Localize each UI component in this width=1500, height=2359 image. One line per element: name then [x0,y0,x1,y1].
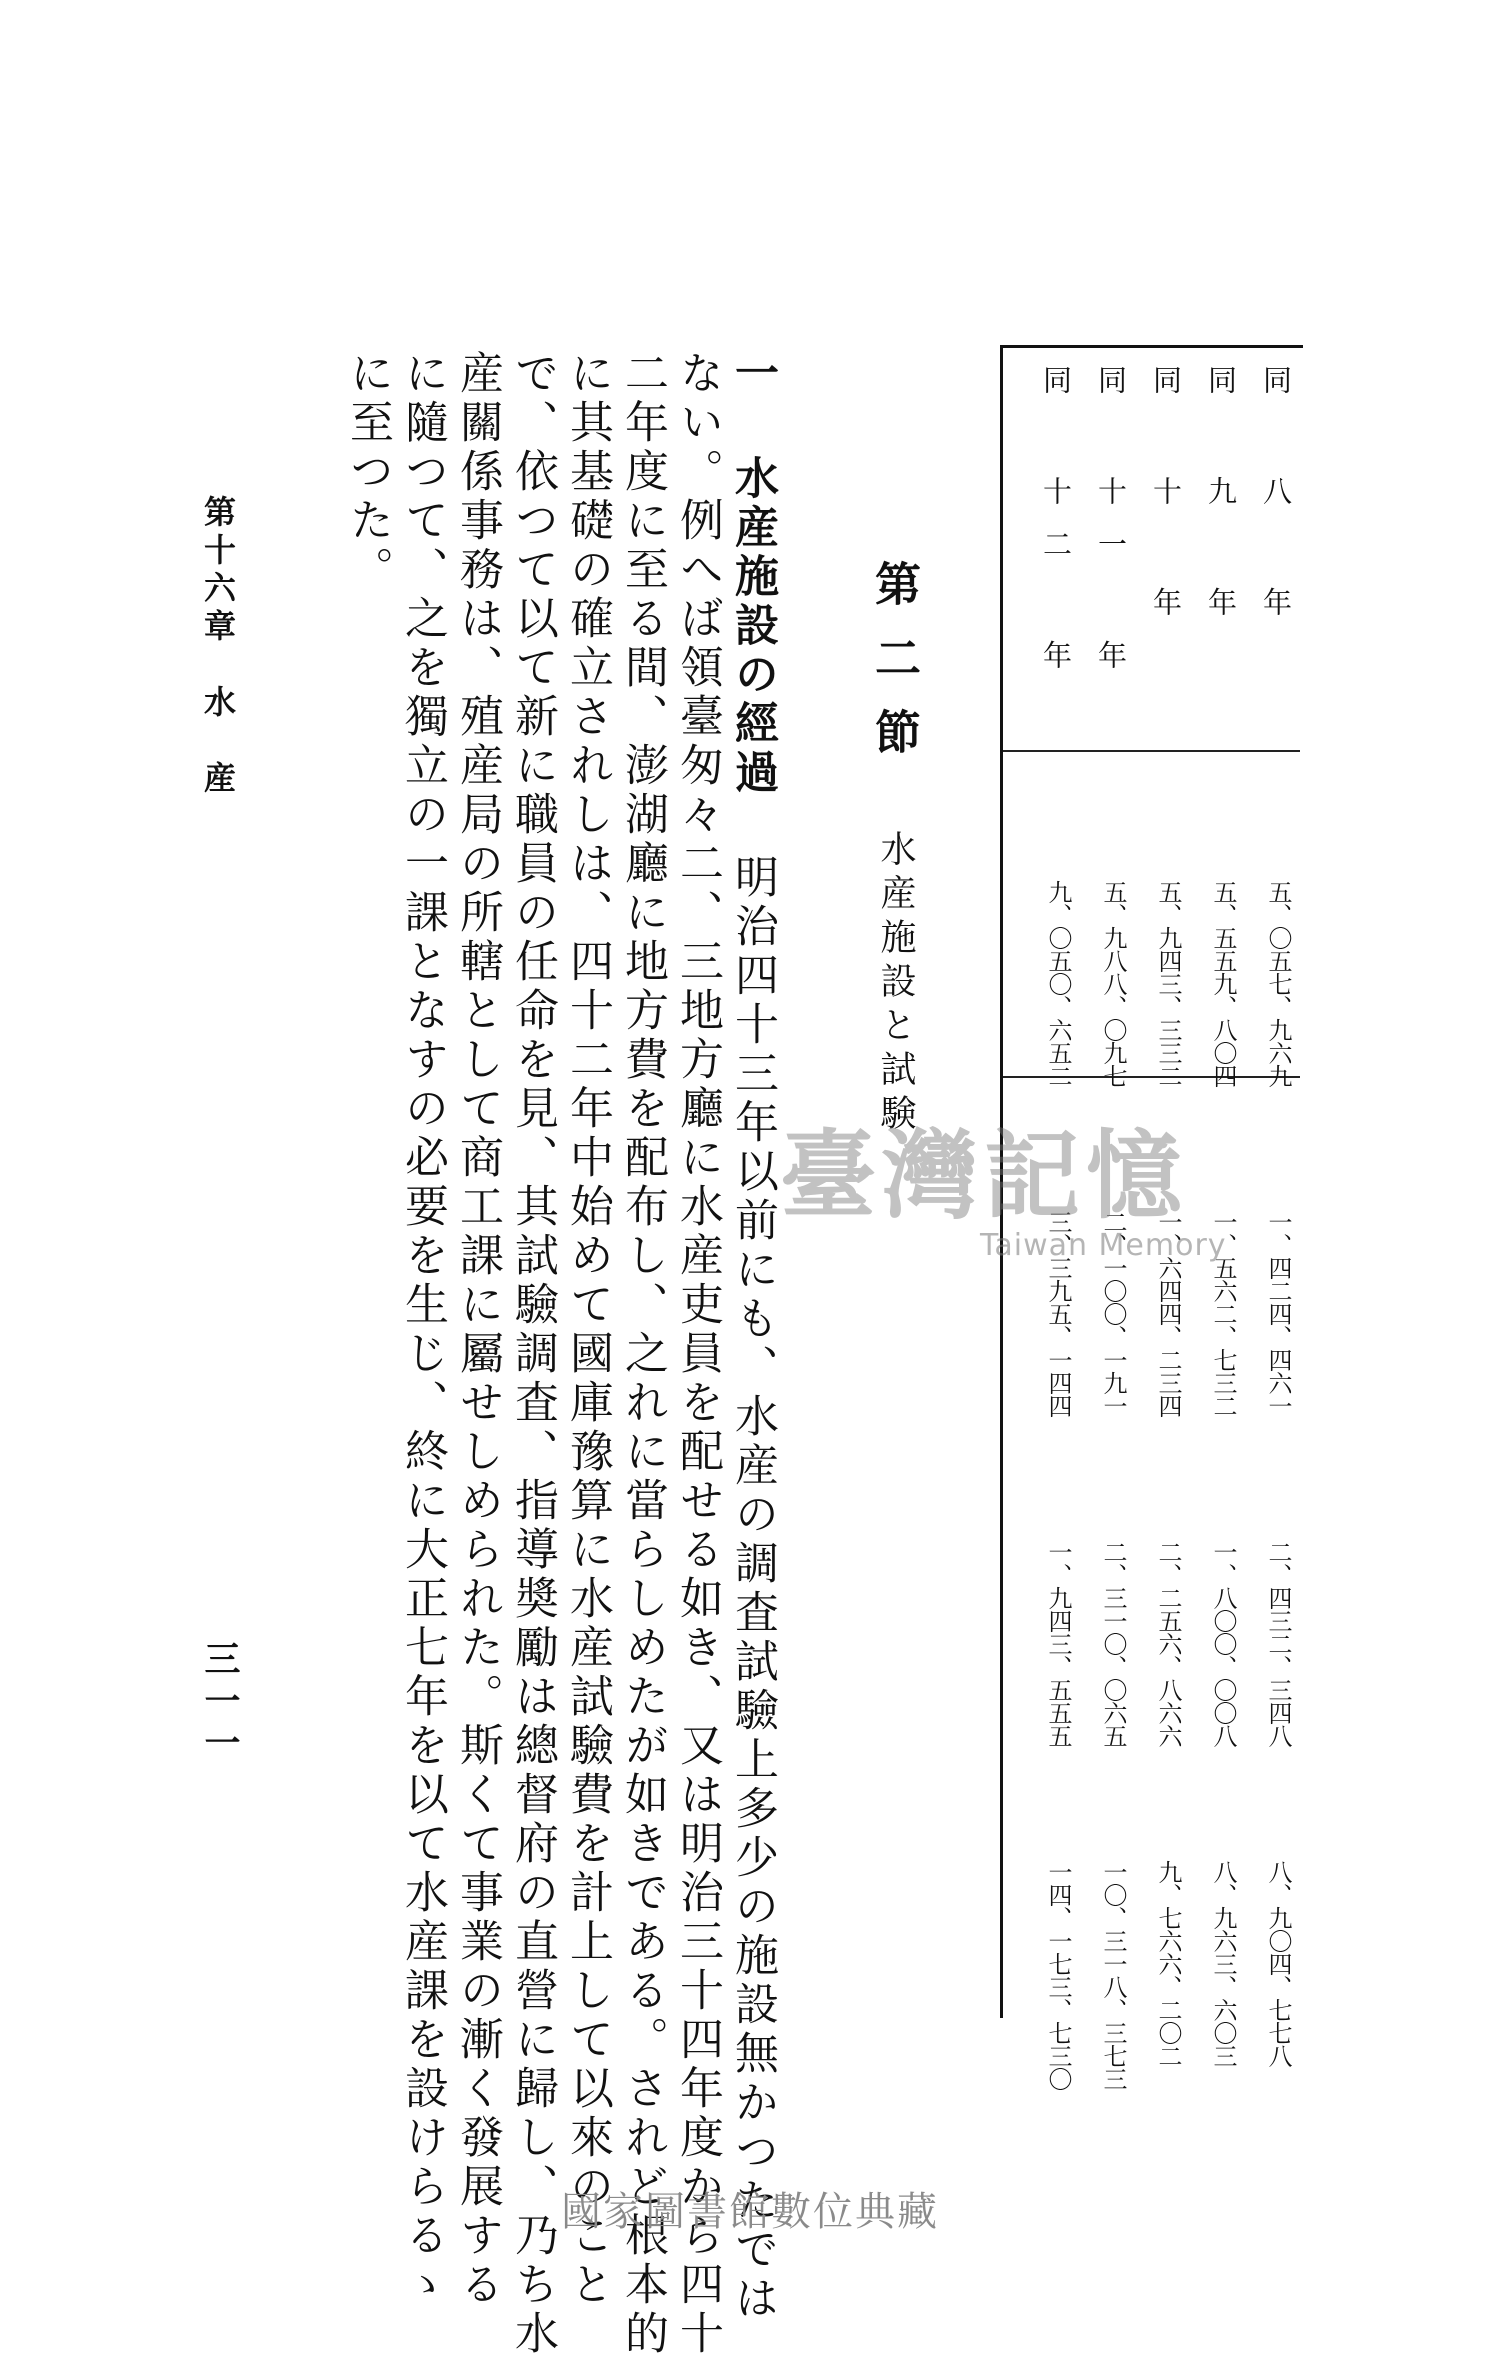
table-year-label: 同 八 年 [1259,365,1293,640]
table-row [1130,0,1183,2250]
table-value: 八、九六三、六〇三 [1209,1860,1237,2067]
table-value: 五、九八八、〇九七 [1099,880,1127,1087]
table-value: 五、〇五七、九六九 [1264,880,1292,1087]
table-year-label: 同 十 年 [1149,365,1183,640]
body-line: で、依つて以て新に職員の任命を見、其試驗調査、指導奬勵は總督府の直營に歸し、乃ち水 [507,350,558,2359]
table-value: 五、五五九、八〇四 [1209,880,1237,1087]
table-row [1020,0,1073,2250]
table-value: 二、四三二、三四八 [1264,1540,1292,1747]
running-head: 第十六章 水 産 [199,495,237,799]
subsection-heading: 一 水産施設の經過 [727,350,778,798]
table-value: 三、三九五、一四四 [1044,1210,1072,1417]
body-line: 二年度に至る間、澎湖廳に地方費を配布し、之れに當らしめたが如きである。されど根本的 [617,350,668,2359]
body-line-text: 明治四十三年以前にも、水産の調査試驗上多少の施設無かつたでは [727,798,778,2324]
watermark-logo-subtext: Taiwan Memory [980,1228,1227,1263]
page-number: 三一一 [199,1640,241,1766]
body-line: に隨つて、之を獨立の一課となすの必要を生じ、終に大正七年を以て水産課を設けらるゝ [397,350,448,2310]
table-value: 九、七六六、二〇二 [1154,1860,1182,2067]
table-year-label: 同 九 年 [1204,365,1238,640]
table-year-label: 同 十二 年 [1039,365,1073,693]
body-line: ない。例へば領臺匆々二、三地方廳に水産吏員を配せる如き、又は明治三十四年度から四十 [672,350,723,2359]
table-value: 一、四二四、四六一 [1264,1210,1292,1417]
table-row [1240,0,1293,2250]
table-value: 一、九四三、五五五 [1044,1540,1072,1747]
table-row [1075,0,1128,2250]
table-value: 八、九〇四、七七八 [1264,1860,1292,2067]
table-value: 九、〇五〇、六五二 [1044,880,1072,1087]
table-year-label: 同 十一 年 [1094,365,1128,693]
table-value: 一四、一七三、七三〇 [1044,1860,1072,2090]
table-value: 二、三一〇、〇六五 [1099,1540,1127,1747]
table-value: 二、二五六、八六六 [1154,1540,1182,1747]
library-footer: 國家圖書館數位典藏 [561,2189,939,2235]
body-line: 産關係事務は、殖産局の所轄として商工課に屬せしめられた。斯くて事業の漸く發展する [452,350,503,2310]
table-value: 一、五六二、七三二 [1209,1210,1237,1417]
body-line: に至つた。 [342,350,393,595]
table-value: 一〇、三一八、三七三 [1099,1860,1127,2090]
table-value: 五、九四三、三三二 [1154,880,1182,1087]
section-subtitle: 水産施設と試験 [875,830,916,1138]
body-line: に其基礎の確立されしは、四十二年中始めて國庫豫算に水産試驗費を計上して以來のこと [562,350,613,2310]
table-value: 一、六四四、二三四 [1154,1210,1182,1417]
section-title: 第二節 [868,560,922,782]
watermark-logo-text: 臺灣記憶 [780,1119,1188,1232]
table-value: 一、八〇〇、〇〇八 [1209,1540,1237,1747]
table-value: 二、一〇〇、一九一 [1099,1210,1127,1417]
table-row [1185,0,1238,2250]
body-line [727,350,778,2324]
